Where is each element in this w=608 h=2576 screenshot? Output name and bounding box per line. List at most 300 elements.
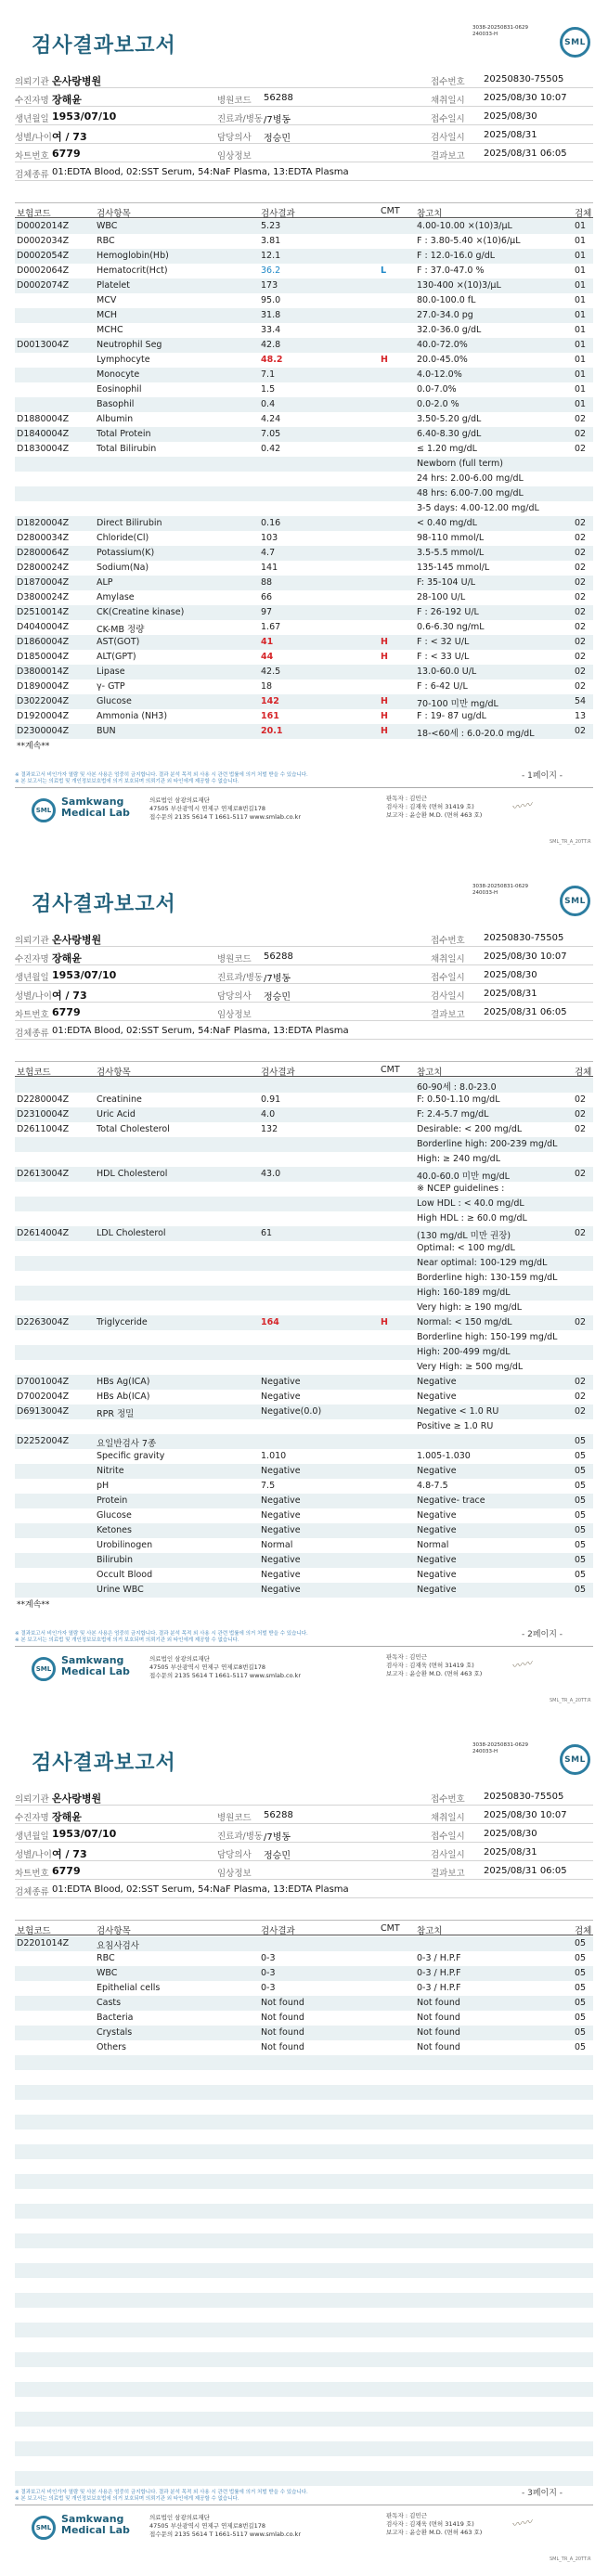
column-header-ref: 참고치 (417, 1068, 443, 1078)
header-reported-label: 결과보고 (431, 1010, 465, 1020)
signer-label: 검사자 : (386, 803, 408, 810)
header-row (15, 163, 593, 181)
cell-code: D1870004Z (17, 577, 70, 588)
cell-specimen: 02 (575, 607, 587, 617)
cell-item: Creatinine (97, 1094, 142, 1105)
table-row (15, 1256, 593, 1271)
table-row (15, 561, 593, 576)
header-test-date-label: 검사일시 (431, 133, 465, 143)
footer-logo-text: SML (35, 1665, 52, 1673)
cell-ref: Negative (417, 1377, 457, 1387)
cell-specimen: 02 (575, 444, 587, 454)
table-row (15, 2456, 593, 2471)
cell-specimen: 02 (575, 1169, 587, 1179)
cell-item: Eosinophil (97, 384, 142, 395)
cell-ref: High: 200-499 mg/dL (417, 1347, 511, 1357)
cell-specimen: 13 (575, 711, 587, 721)
cell-code: D2800024Z (17, 563, 70, 573)
cell-result: 4.7 (261, 548, 276, 558)
cell-specimen: 05 (575, 1495, 587, 1506)
cell-result: Negative(0.0) (261, 1406, 322, 1417)
cell-ref: F : 26-192 U/L (417, 607, 479, 617)
header-test-date: 2025/08/31 (484, 1847, 537, 1858)
cell-ref: 28-100 U/L (417, 592, 466, 602)
table-row (15, 1553, 593, 1568)
header-collected-label: 채취일시 (431, 96, 465, 106)
header-chart: 56288 (264, 1810, 293, 1820)
header-patient: 장해윤 (52, 94, 82, 106)
table-row (15, 1286, 593, 1301)
cell-result: 0.16 (261, 518, 281, 528)
signer-name: 김민근 (409, 2512, 428, 2519)
cell-ref: F: 0.50-1.10 mg/dL (417, 1094, 500, 1105)
table-row (15, 1434, 593, 1449)
table-row (15, 1523, 593, 1538)
cell-code: D2611004Z (17, 1124, 70, 1134)
footer-sml-logo (32, 798, 56, 822)
cell-ref: Not found (417, 2027, 460, 2038)
header-test-date: 2025/08/31 (484, 130, 537, 140)
header-dept-label: 진료과/병동 (217, 114, 264, 124)
warning-line: ※ 결과보고서 비인가자 열람 및 사본 사용은 엄중히 금지합니다. 결과 분석 목적 외 사용 시 관련 법률에 의거 처벌 받을 수 있습니다. (15, 2490, 308, 2495)
cell-specimen: 01 (575, 340, 587, 350)
brand-line: Samkwang (61, 796, 124, 808)
cell-result: 66 (261, 592, 273, 602)
footer (15, 1648, 593, 1702)
cell-specimen: 05 (575, 1968, 587, 1978)
header-clinical-label: 임상정보 (217, 1869, 252, 1879)
table-row (15, 2382, 593, 2397)
header-chartno: 6779 (52, 148, 81, 160)
cell-ref: 48 hrs: 6.00-7.00 mg/dL (417, 488, 524, 498)
table-row (15, 1538, 593, 1553)
cell-code: D2300004Z (17, 726, 70, 736)
table-row (15, 694, 593, 709)
footer-logo-text: SML (35, 2524, 52, 2531)
cell-item: ALT(GPT) (97, 652, 136, 662)
table-row (15, 353, 593, 368)
header-received-label: 접수일시 (431, 973, 465, 983)
table-row (15, 2427, 593, 2441)
table-row (15, 1464, 593, 1479)
warning-line: ※ 본 보고서는 의료법 및 개인정보보호법에 의거 보호되며 의뢰기관 외 타인에게 제공할 수 없습니다. (15, 2496, 239, 2502)
header-row (15, 948, 593, 965)
cell-item: Uric Acid (97, 1109, 136, 1120)
header-institution: 온사랑병원 (52, 1793, 102, 1805)
table-row (15, 1137, 593, 1152)
footer-contact: 접수문의 2135 5614 T 1661-5117 www.smlab.co.kr (149, 813, 301, 821)
cell-specimen: 02 (575, 1392, 587, 1402)
table-row (15, 293, 593, 308)
cell-item: Total Bilirubin (97, 444, 157, 454)
header-test-date-label: 검사일시 (431, 991, 465, 1002)
cell-item: Protein (97, 1495, 128, 1506)
header-chart: 56288 (264, 951, 293, 962)
cell-ref: 135-145 mmol/L (417, 563, 490, 573)
table-row (15, 1936, 593, 1951)
table-row (15, 412, 593, 427)
cell-result: 12.1 (261, 251, 281, 261)
cell-code: D1860004Z (17, 637, 70, 647)
header-reported: 2025/08/31 06:05 (484, 149, 567, 159)
column-header-item: 검사항목 (97, 1926, 131, 1936)
table-row (15, 1226, 593, 1241)
cell-ref: 4.8-7.5 (417, 1481, 448, 1491)
cell-item: MCH (97, 310, 117, 320)
cell-result: 44 (261, 652, 274, 662)
report-title: 검사결과보고서 (32, 893, 176, 916)
cell-result: Negative (261, 1392, 301, 1402)
cell-item: Hemoglobin(Hb) (97, 251, 169, 261)
header-dob: 1953/07/10 (52, 110, 117, 123)
cell-result: 61 (261, 1228, 273, 1238)
cell-specimen: 05 (575, 2013, 587, 2023)
cell-result: 0.91 (261, 1094, 281, 1105)
signer-name: 김재욱 (면허 31419 호) (409, 803, 474, 810)
footer (15, 789, 593, 843)
cell-ref: Not found (417, 1998, 460, 2008)
header-doctor: 정승민 (264, 134, 291, 144)
header-institution-label: 의뢰기관 (15, 77, 49, 87)
footer-divider (15, 1646, 593, 1647)
signer-line (386, 1662, 482, 1670)
cell-specimen: 01 (575, 265, 587, 276)
sml-logo-text: SML (564, 1755, 586, 1765)
table-row (15, 264, 593, 278)
sml-logo (560, 886, 590, 916)
page-number: - 2페이지 - (522, 1630, 563, 1639)
table-row (15, 2263, 593, 2278)
cell-item: Specific gravity (97, 1451, 165, 1461)
column-header-specimen: 검체 (575, 1068, 592, 1078)
cell-specimen: 01 (575, 384, 587, 395)
cell-ref: F : < 33 U/L (417, 652, 470, 662)
brand-line: Medical Lab (61, 2524, 130, 2536)
cell-code: D3800024Z (17, 592, 70, 602)
cell-specimen: 05 (575, 2042, 587, 2052)
brand-line: Samkwang (61, 2513, 124, 2525)
column-header-code: 보험코드 (17, 1068, 51, 1078)
barcode-text (472, 884, 528, 897)
cell-result: Not found (261, 2042, 304, 2052)
table-row (15, 323, 593, 338)
header-row (15, 1881, 593, 1898)
table-row (15, 278, 593, 293)
cell-ref: 3-5 days: 4.00-12.00 mg/dL (417, 503, 539, 513)
cell-specimen: 01 (575, 325, 587, 335)
cell-code: D3022004Z (17, 696, 70, 706)
signer-name: 윤승환 M.D. (면허 463 호) (409, 811, 483, 819)
header-specimen-no: 20250830-75505 (484, 1792, 564, 1802)
header-sexage: 여 / 73 (52, 131, 87, 143)
header-patient-label: 수진자명 (15, 954, 49, 964)
header-dob: 1953/07/10 (52, 1828, 117, 1840)
table-row (15, 576, 593, 590)
sml-logo-text: SML (564, 38, 586, 47)
barcode-line: 3038-20250831-0629 (472, 884, 528, 889)
header-row (15, 108, 593, 125)
footer-org-info (149, 796, 301, 822)
cell-result: Negative (261, 1377, 301, 1387)
table-row (15, 1197, 593, 1211)
column-header-cmt: CMT (381, 1065, 400, 1075)
table-row (15, 2026, 593, 2040)
column-header-result: 검사결과 (261, 209, 295, 219)
table-row (15, 516, 593, 531)
signature-mark: 〰〰 (511, 798, 534, 814)
cell-result: 0.4 (261, 399, 276, 409)
table-row (15, 2204, 593, 2219)
header-row (15, 71, 593, 88)
footer-address: 47505 부산광역시 연제구 연제로8번길178 (149, 2522, 266, 2530)
table-row (15, 486, 593, 501)
header-dept: /7병동 (264, 974, 291, 984)
cell-ref: Optimal: < 100 mg/dL (417, 1243, 515, 1253)
header-chart: 56288 (264, 93, 293, 103)
table-row (15, 2308, 593, 2323)
header-institution: 온사랑병원 (52, 934, 102, 946)
cell-ref: F : 3.80-5.40 ×(10)6/μL (417, 236, 521, 246)
cell-item: Others (97, 2042, 126, 2052)
header-row (15, 126, 593, 144)
cell-specimen: 01 (575, 236, 587, 246)
footer-brand (61, 2514, 130, 2536)
brand-line: Medical Lab (61, 1665, 130, 1677)
cell-item: AST(GOT) (97, 637, 140, 647)
cell-result: Not found (261, 2013, 304, 2023)
form-code: SML_TR_A_20TT.R (550, 1698, 591, 1703)
column-header-result: 검사결과 (261, 1068, 295, 1078)
cell-specimen: 02 (575, 592, 587, 602)
header-specimen-type-label: 검체종류 (15, 170, 49, 180)
form-code: SML_TR_A_20TT.R (550, 2557, 591, 2562)
cell-item: Nitrite (97, 1466, 124, 1476)
cell-item: WBC (97, 221, 118, 231)
page-number: - 1페이지 - (522, 771, 563, 781)
cell-result: 43.0 (261, 1169, 281, 1179)
footer-sml-logo (32, 2516, 56, 2540)
cell-item: Glucose (97, 1510, 132, 1521)
header-collected-label: 채취일시 (431, 954, 465, 964)
footer-org-info (149, 1655, 301, 1680)
header-row (15, 929, 593, 947)
cell-code: D0002034Z (17, 236, 70, 246)
header-dob-label: 생년월일 (15, 114, 49, 124)
cell-specimen: 05 (575, 1555, 587, 1565)
cell-specimen: 05 (575, 1451, 587, 1461)
header-sexage: 여 / 73 (52, 990, 87, 1002)
table-row (15, 1966, 593, 1981)
report-page (0, 0, 608, 859)
table-row (15, 2115, 593, 2129)
barcode-text (472, 1742, 528, 1755)
cell-ref: F: 35-104 U/L (417, 577, 476, 588)
table-row (15, 1315, 593, 1330)
cell-ref: 4.00-10.00 ×(10)3/μL (417, 221, 512, 231)
cell-ref: Near optimal: 100-129 mg/dL (417, 1258, 548, 1268)
cell-item: Monocyte (97, 369, 140, 380)
header-doctor-label: 담당의사 (217, 991, 252, 1002)
footer-contact: 접수문의 2135 5614 T 1661-5117 www.smlab.co.kr (149, 2531, 301, 2538)
header-dept-label: 진료과/병동 (217, 1832, 264, 1842)
table-row (15, 1152, 593, 1167)
cell-item: Direct Bilirubin (97, 518, 162, 528)
cell-code: D2280004Z (17, 1094, 70, 1105)
cell-code: D2613004Z (17, 1169, 70, 1179)
cell-item: Ketones (97, 1525, 132, 1535)
header-doctor-label: 담당의사 (217, 1850, 252, 1860)
cell-result: 41 (261, 637, 274, 647)
header-dept: /7병동 (264, 115, 291, 125)
table-row (15, 427, 593, 442)
footer-signers (386, 2512, 482, 2537)
table-row (15, 531, 593, 546)
cell-result: Negative (261, 1570, 301, 1580)
cell-ref: ≤ 1.20 mg/dL (417, 444, 477, 454)
header-doctor: 정승민 (264, 1851, 291, 1861)
table-row (15, 1390, 593, 1405)
end-note: **계속** (17, 1600, 50, 1610)
cell-code: D1840004Z (17, 429, 70, 439)
cell-result: 18 (261, 681, 273, 692)
cell-item: Neutrophil Seg (97, 340, 162, 350)
header-specimen-type: 01:EDTA Blood, 02:SST Serum, 54:NaF Plasma, 13:EDTA Plasma (52, 1884, 349, 1895)
table-row (15, 472, 593, 486)
header-dept: /7병동 (264, 1832, 291, 1843)
table-row (15, 1182, 593, 1197)
footer-contact: 접수문의 2135 5614 T 1661-5117 www.smlab.co.kr (149, 1672, 301, 1679)
cell-item: Crystals (97, 2027, 133, 2038)
table-row (15, 2367, 593, 2382)
cell-code: D1830004Z (17, 444, 70, 454)
header-received-label: 접수일시 (431, 114, 465, 124)
cell-code: D0002014Z (17, 221, 70, 231)
result-table (15, 1061, 593, 1641)
table-row (15, 1449, 593, 1464)
cell-specimen: 02 (575, 637, 587, 647)
header-patient-label: 수진자명 (15, 96, 49, 106)
cell-result: Negative (261, 1585, 301, 1595)
column-header-specimen: 검체 (575, 209, 592, 219)
cell-result: 20.1 (261, 726, 283, 736)
header-row (15, 966, 593, 984)
cell-code: D1890004Z (17, 681, 70, 692)
cell-code: D2263004Z (17, 1317, 70, 1327)
table-row (15, 457, 593, 472)
cell-specimen: 02 (575, 548, 587, 558)
table-row (15, 2471, 593, 2486)
cell-item: MCV (97, 295, 117, 305)
header-row (15, 1862, 593, 1880)
cell-item: BUN (97, 726, 116, 736)
page-number: - 3페이지 - (522, 2489, 563, 2498)
header-row (15, 1825, 593, 1843)
header-specimen-type: 01:EDTA Blood, 02:SST Serum, 54:NaF Plasma, 13:EDTA Plasma (52, 1026, 349, 1036)
signature-mark: 〰〰 (511, 1657, 534, 1673)
table-row (15, 1996, 593, 2011)
signer-label: 검사자 : (386, 1662, 408, 1669)
table-row (15, 2337, 593, 2352)
header-chartno: 6779 (52, 1865, 81, 1877)
signer-name: 김재욱 (면허 31419 호) (409, 2520, 474, 2528)
cell-ref: Negative (417, 1585, 457, 1595)
signer-line (386, 2520, 482, 2529)
table-row (15, 1241, 593, 1256)
cell-code: D6913004Z (17, 1406, 70, 1417)
signer-line (386, 1670, 482, 1678)
barcode-line: 3038-20250831-0629 (472, 25, 528, 31)
cell-result: 3.81 (261, 236, 281, 246)
cell-item: RBC (97, 236, 115, 246)
cell-specimen: 01 (575, 295, 587, 305)
cell-code: D2510014Z (17, 607, 70, 617)
sml-logo (560, 27, 590, 58)
table-row (15, 1107, 593, 1122)
cell-code: D7002004Z (17, 1392, 70, 1402)
cell-result: Normal (261, 1540, 293, 1550)
cell-ref: High: ≥ 240 mg/dL (417, 1154, 500, 1164)
table-row (15, 2011, 593, 2026)
cell-specimen: 05 (575, 1436, 587, 1446)
signer-name: 윤승환 M.D. (면허 463 호) (409, 1670, 483, 1677)
cell-item: pH (97, 1481, 110, 1491)
signer-line (386, 2529, 482, 2537)
header-dob: 1953/07/10 (52, 969, 117, 981)
table-row (15, 2323, 593, 2337)
cell-specimen: 02 (575, 1124, 587, 1134)
header-received-label: 접수일시 (431, 1832, 465, 1842)
table-row (15, 635, 593, 650)
header-received: 2025/08/30 (484, 111, 537, 122)
cell-item: Urine WBC (97, 1585, 144, 1595)
cell-code: D2310004Z (17, 1109, 70, 1120)
cell-result: 42.8 (261, 340, 281, 350)
cell-specimen: 02 (575, 1406, 587, 1417)
cell-result: 4.0 (261, 1109, 276, 1120)
footer-org-info (149, 2514, 301, 2539)
table-row (15, 1951, 593, 1966)
header-chartno: 6779 (52, 1006, 81, 1018)
cell-item: WBC (97, 1968, 118, 1978)
table-row (15, 2248, 593, 2263)
cell-specimen: 05 (575, 1540, 587, 1550)
footer (15, 2506, 593, 2560)
cell-specimen: 01 (575, 399, 587, 409)
header-dept-label: 진료과/병동 (217, 973, 264, 983)
header-sexage: 여 / 73 (52, 1848, 87, 1860)
table-row (15, 338, 593, 353)
header-sexage-label: 성별/나이 (15, 133, 52, 143)
sml-logo (560, 1744, 590, 1775)
cell-result: 141 (261, 563, 278, 573)
cell-specimen: 05 (575, 1525, 587, 1535)
cell-code: D1820004Z (17, 518, 70, 528)
signer-label: 보고자 : (386, 2529, 408, 2536)
cell-ref: 27.0-34.0 pg (417, 310, 473, 320)
cell-ref: < 0.40 mg/dL (417, 518, 477, 528)
cell-item: Occult Blood (97, 1570, 153, 1580)
cell-code: D4040004Z (17, 622, 70, 632)
cell-code: D1850004Z (17, 652, 70, 662)
cell-code: D2800034Z (17, 533, 70, 543)
table-row (15, 2189, 593, 2204)
cell-ref: F : 37.0-47.0 % (417, 265, 485, 276)
cell-code: D2614004Z (17, 1228, 70, 1238)
cell-specimen: 02 (575, 518, 587, 528)
cell-specimen: 02 (575, 533, 587, 543)
table-row (15, 2397, 593, 2412)
header-dob-label: 생년월일 (15, 1832, 49, 1842)
